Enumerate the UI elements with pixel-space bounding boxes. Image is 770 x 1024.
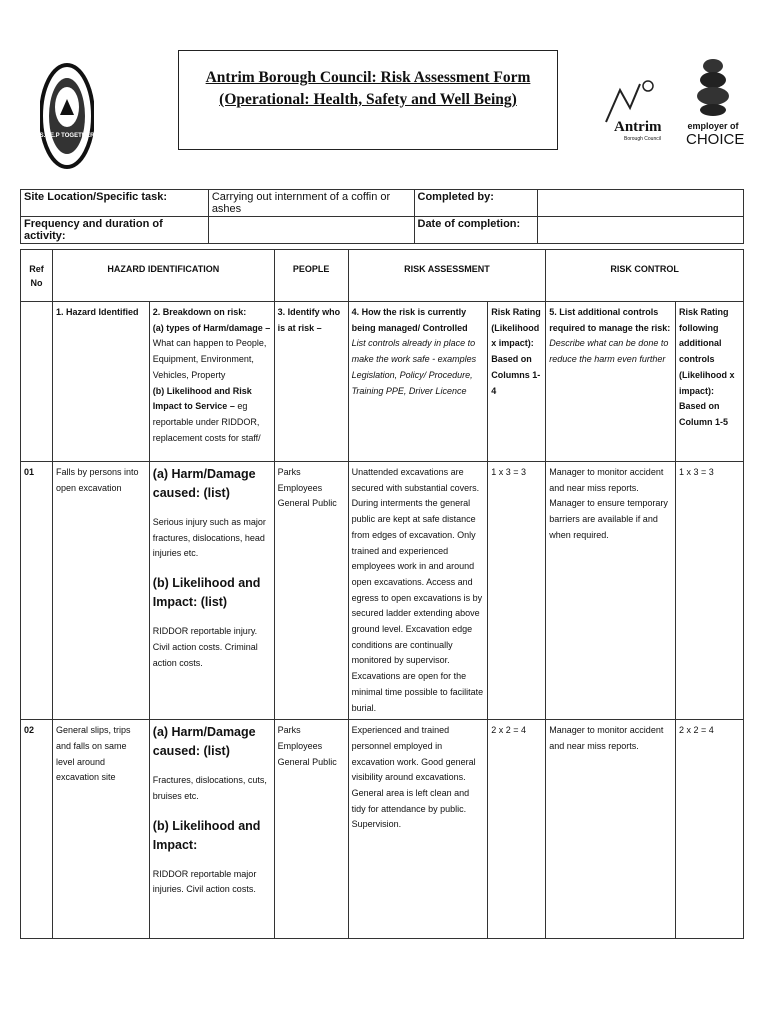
row-breakdown: (a) Harm/Damage caused: (list) Fractures, dislocations, cuts, bruises etc. (b) Likelihood and Impact: RIDDOR reportable major injuries. Civil action costs. bbox=[149, 720, 274, 939]
employer-of-choice-logo bbox=[686, 58, 745, 154]
hazard-identified-subheader: 1. Hazard Identified bbox=[52, 302, 149, 462]
row-people: Parks Employees General Public bbox=[274, 720, 348, 939]
completed-by-label: Completed by: bbox=[414, 190, 538, 217]
form-title bbox=[178, 50, 558, 150]
row-rating-after: 2 x 2 = 4 bbox=[675, 720, 743, 939]
date-of-completion-value bbox=[538, 217, 744, 244]
site-location-label: Site Location/Specific task: bbox=[21, 190, 209, 217]
risk-assessment-table bbox=[20, 249, 744, 939]
additional-controls-subheader: 5. List additional controls required to manage the risk: Describe what can be done to reduce the harm even further bbox=[546, 302, 676, 462]
title-line-1: Antrim Borough Council: Risk Assessment Form bbox=[205, 69, 531, 86]
row-controls: Experienced and trained personnel employed in excavation work. Good general visibility around excavations. General area is left clean and tidy for attendance by public. Supervision. bbox=[348, 720, 488, 939]
logo-step-text: S.T.E.P TOGETHER bbox=[40, 133, 94, 139]
risk-rating-subheader: Risk Rating (Likelihood x impact): Based on Columns 1-4 bbox=[488, 302, 546, 462]
site-location-value: Carrying out internment of a coffin or ashes bbox=[208, 190, 414, 217]
table-row bbox=[21, 720, 744, 939]
risk-control-header: RISK CONTROL bbox=[546, 250, 744, 302]
title-line-2: (Operational: Health, Safety and Well Being) bbox=[219, 91, 517, 108]
date-of-completion-label: Date of completion: bbox=[414, 217, 538, 244]
people-header: PEOPLE bbox=[274, 250, 348, 302]
frequency-value bbox=[208, 217, 414, 244]
ref-header: Ref No bbox=[21, 250, 53, 302]
row-rating: 1 x 3 = 3 bbox=[488, 462, 546, 720]
row-rating: 2 x 2 = 4 bbox=[488, 720, 546, 939]
antrim-logo bbox=[600, 78, 664, 152]
breakdown-subheader: 2. Breakdown on risk: (a) types of Harm/damage – What can happen to People, Equipment, Environment, Vehicles, Property (b) Likelihood and Risk Impact to Service – eg reportable under RIDDOR, replacement costs for staff/ bbox=[149, 302, 274, 462]
identify-subheader: 3. Identify who is at risk – bbox=[274, 302, 348, 462]
table-row bbox=[21, 462, 744, 720]
logo-employer-line1: employer of bbox=[687, 121, 739, 131]
how-managed-subheader: 4. How the risk is currently being managed/ Controlled List controls already in place to make the work safe - examples Legislation, Policy/ Procedure, Training PPE, Driver Licence bbox=[348, 302, 488, 462]
step-together-logo bbox=[40, 63, 94, 169]
row-controls: Unattended excavations are secured with substantial covers. During interments the general public are kept at safe distance from edges of excavation. Only trained and experienced employees work in and around open excavations. Access and egress to open excavations is by secured ladder extending above ground level. Excavation edge conditions are continually monitored by supervisor. Excavations are open for the minimal time possible to facilitate burial. bbox=[348, 462, 488, 720]
row-additional: Manager to monitor accident and near miss reports. Manager to ensure temporary barriers are available if and when required. bbox=[546, 462, 676, 720]
hazard-header: HAZARD IDENTIFICATION bbox=[52, 250, 274, 302]
header-row bbox=[21, 250, 744, 302]
completed-by-value bbox=[538, 190, 744, 217]
logo-antrim-text: Antrim bbox=[614, 119, 662, 135]
risk-assessment-header: RISK ASSESSMENT bbox=[348, 250, 546, 302]
rating-following-subheader: Risk Rating following additional controls (Likelihood x impact): Based on Column 1-5 bbox=[675, 302, 743, 462]
row-additional: Manager to monitor accident and near miss reports. bbox=[546, 720, 676, 939]
frequency-label: Frequency and duration of activity: bbox=[21, 217, 209, 244]
row-ref: 02 bbox=[21, 720, 53, 939]
row-hazard: General slips, trips and falls on same level around excavation site bbox=[52, 720, 149, 939]
row-hazard: Falls by persons into open excavation bbox=[52, 462, 149, 720]
row-people: Parks Employees General Public bbox=[274, 462, 348, 720]
row-ref: 01 bbox=[21, 462, 53, 720]
info-table bbox=[20, 189, 744, 244]
logo-employer-line2: CHOICE bbox=[686, 131, 745, 148]
row-rating-after: 1 x 3 = 3 bbox=[675, 462, 743, 720]
subheader-row bbox=[21, 302, 744, 462]
logo-antrim-sub: Borough Council bbox=[624, 136, 661, 142]
row-breakdown: (a) Harm/Damage caused: (list) Serious injury such as major fractures, dislocations, head injuries etc. (b) Likelihood and Impact: (list) RIDDOR reportable injury. Civil action costs. Criminal action costs. bbox=[149, 462, 274, 720]
